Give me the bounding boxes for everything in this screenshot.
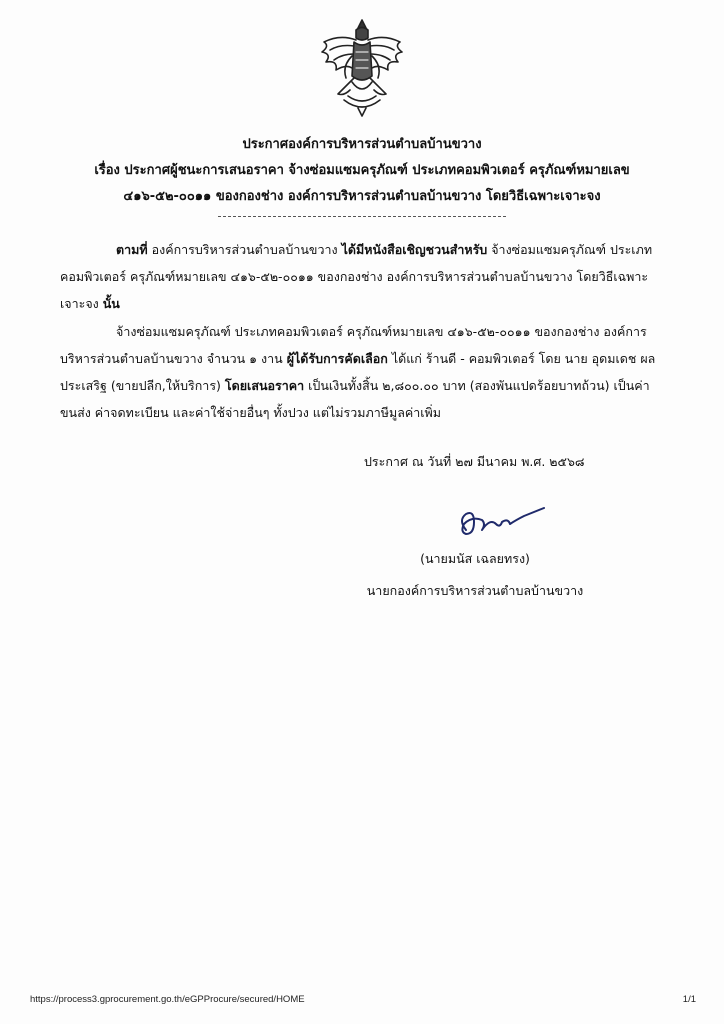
announcement-date: ประกาศ ณ วันที่ ๒๗ มีนาคม พ.ศ. ๒๕๖๘ <box>364 454 585 469</box>
handwritten-signature <box>452 500 548 544</box>
garuda-emblem-icon <box>314 16 410 120</box>
paragraph2-text-c: เป็นเงินทั้งสิ้น ๒,๘๐๐.๐๐ บาท (สองพันแปดร้อยบาทถ้วน) เป็นค่าขนส่ง ค่าจดทะเบียน และค่าใช้จ่ายอื่นๆ ทั้งปวง แต่ไม่รวมภาษีมูลค่าเพิ่ม <box>60 378 650 420</box>
body-paragraph-1 <box>60 236 680 317</box>
paragraph2-bold-a: ผู้ได้รับการคัดเลือก <box>286 351 388 366</box>
announcement-subject-line2: ๔๑๖-๕๒-๐๐๑๑ ของกองช่าง องค์การบริหารส่วนตำบลบ้านขวาง โดยวิธีเฉพาะเจาะจง <box>123 189 601 204</box>
signer-position: นายกองค์การบริหารส่วนตำบลบ้านขวาง <box>366 583 584 598</box>
paragraph1-bold-end: นั้น <box>102 296 120 311</box>
paragraph2-bold-b: โดยเสนอราคา <box>224 378 305 393</box>
paragraph1-text-b: จ้างซ่อมแซมครุภัณฑ์ ประเภทคอมพิวเตอร์ ครุภัณฑ์หมายเลข ๔๑๖-๕๒-๐๐๑๑ ของกองช่าง องค์การบริหารส่วนตำบลบ้านขวาง โดยวิธีเฉพาะเจาะจง <box>60 242 653 311</box>
separator-line <box>218 216 506 217</box>
footer-url: https://process3.gprocurement.go.th/eGPProcure/secured/HOME <box>30 994 305 1005</box>
paragraph1-bold-a: ได้มีหนังสือเชิญชวนสำหรับ <box>341 242 488 257</box>
signer-name: (นายมนัส เฉลยทรง) <box>420 551 530 566</box>
paragraph1-lead: ตามที่ <box>116 242 148 257</box>
paragraph2-text-a: จ้างซ่อมแซมครุภัณฑ์ ประเภทคอมพิวเตอร์ ครุภัณฑ์หมายเลข ๔๑๖-๕๒-๐๐๑๑ ของกองช่าง องค์การบริหารส่วนตำบลบ้านขวาง จำนวน ๑ งาน <box>60 324 647 366</box>
announcement-subject-line1: เรื่อง ประกาศผู้ชนะการเสนอราคา จ้างซ่อมแซมครุภัณฑ์ ประเภทคอมพิวเตอร์ ครุภัณฑ์หมายเลข <box>94 163 630 178</box>
announcement-agency-title: ประกาศองค์การบริหารส่วนตำบลบ้านขวาง <box>242 137 482 152</box>
paragraph1-text-a: องค์การบริหารส่วนตำบลบ้านขวาง <box>147 242 342 257</box>
body-paragraph-2 <box>60 318 680 426</box>
footer-page-number: 1/1 <box>682 994 696 1005</box>
paragraph2-text-b: ได้แก่ ร้านดี - คอมพิวเตอร์ โดย นาย อุดมเดช ผลประเสริฐ (ขายปลีก,ให้บริการ) <box>60 351 656 393</box>
